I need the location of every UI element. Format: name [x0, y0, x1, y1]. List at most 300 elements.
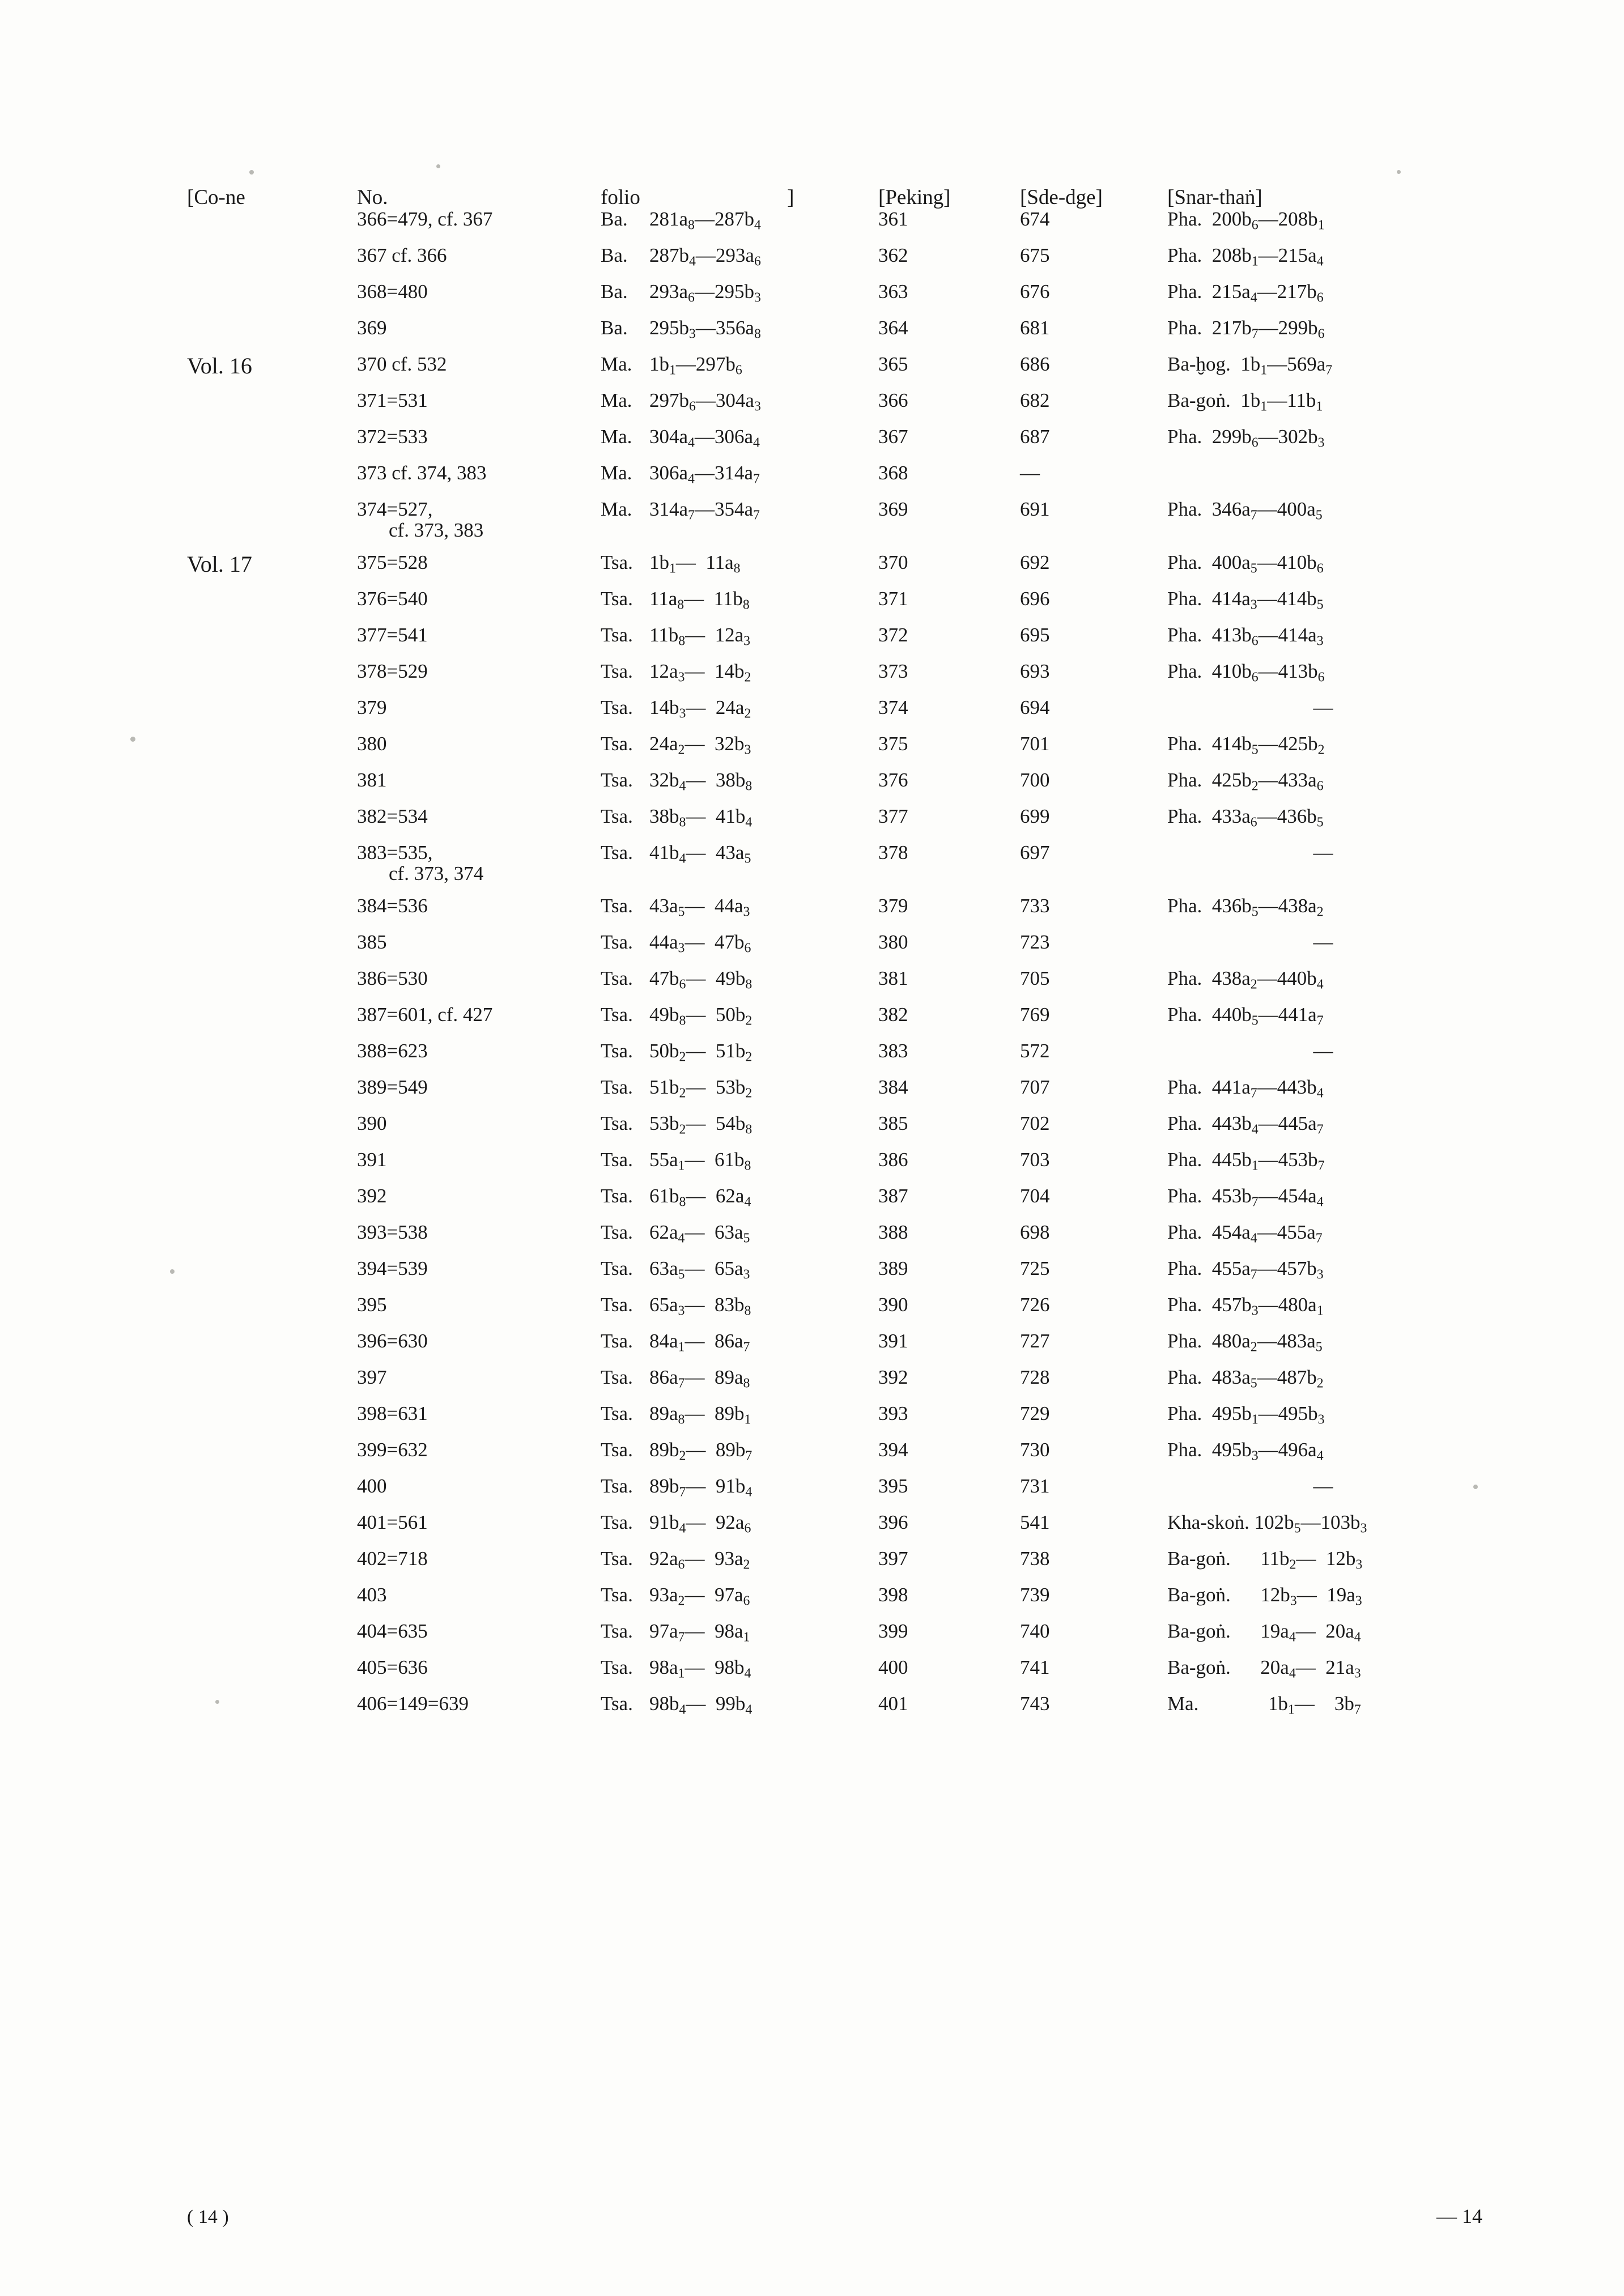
row-sde-dge: 682 [1020, 389, 1050, 411]
table-row [187, 427, 1479, 463]
row-folio-abbr: Tsa. [601, 894, 633, 917]
row-sde-dge: — [1020, 461, 1040, 484]
row-volume [187, 1258, 357, 1295]
row-no: 398=631 [357, 1402, 428, 1425]
row-folio-range: $93a_2—$ $97a_6$ [649, 1583, 750, 1609]
row-sde-dge: 691 [1020, 498, 1050, 520]
row-folio-range: $297b_6—304a_3$ [649, 389, 761, 414]
row-snar-than: — [1313, 841, 1333, 864]
row-folio [601, 1367, 878, 1404]
row-no: 390 [357, 1112, 387, 1134]
row-sde-dge: 676 [1020, 280, 1050, 303]
table-row [187, 354, 1479, 390]
row-snar-than [1167, 463, 1479, 499]
row-folio-abbr: Tsa. [601, 1656, 633, 1678]
row-no: 385 [357, 930, 387, 953]
row-sde-dge: 674 [1020, 207, 1050, 230]
table-row [187, 209, 1479, 245]
row-sde-dge: 686 [1020, 352, 1050, 375]
row-volume [187, 1041, 357, 1077]
row-peking: 378 [878, 841, 908, 864]
row-folio-range: $295b_3—356a_8$ [649, 316, 761, 342]
row-folio [601, 932, 878, 968]
row-volume [187, 1331, 357, 1367]
header-folio [601, 187, 878, 209]
row-folio-abbr: Tsa. [601, 1003, 633, 1026]
row-folio-range: $281a_8—287b_4$ [649, 207, 761, 233]
row-snar-than: Ba-goṅ. $20a_4—$ $21a_3$ [1167, 1656, 1361, 1681]
row-peking: 383 [878, 1039, 908, 1062]
row-snar-than: Ba-goṅ. $19a_4—$ $20a_4$ [1167, 1619, 1361, 1645]
table-row [187, 770, 1479, 806]
row-folio-abbr: Ba. [601, 316, 628, 339]
row-folio [601, 390, 878, 427]
table-row [187, 245, 1479, 282]
row-folio-abbr: Tsa. [601, 1511, 633, 1533]
row-folio [601, 1512, 878, 1549]
table-row [187, 1512, 1479, 1549]
header-volume: [Co-ne [187, 186, 245, 209]
row-sde-dge: 541 [1020, 1511, 1050, 1533]
row-folio-range: $65a_3—$ $83b_8$ [649, 1293, 751, 1319]
row-volume [187, 1367, 357, 1404]
row-volume [187, 1440, 357, 1476]
row-snar-than: — [1313, 696, 1333, 718]
row-volume [187, 1404, 357, 1440]
row-folio-range: $89a_8—$ $89b_1$ [649, 1402, 751, 1427]
row-snar-than: — [1313, 930, 1333, 953]
row-peking: 389 [878, 1257, 908, 1279]
row-folio-abbr: Ba. [601, 207, 628, 230]
row-volume [187, 589, 357, 625]
row-no: 379 [357, 696, 387, 718]
row-peking: 399 [878, 1619, 908, 1642]
row-snar-than: Pha. $208b_1—215a_4$ [1167, 244, 1324, 269]
row-peking: 364 [878, 316, 908, 339]
row-no: 399=632 [357, 1438, 428, 1461]
row-folio [601, 1005, 878, 1041]
row-peking: 366 [878, 389, 908, 411]
row-volume [187, 734, 357, 770]
header-folio-label: folio [601, 186, 640, 209]
row-no: 387=601, cf. 427 [357, 1003, 493, 1026]
row-peking: 373 [878, 660, 908, 682]
row-folio-abbr: Tsa. [601, 805, 633, 827]
row-folio-range: $314a_7—354a_7$ [649, 498, 760, 523]
table-row [187, 1549, 1479, 1585]
footer-page-number-right: — 14 [1436, 2205, 1482, 2227]
row-no: 405=636 [357, 1656, 428, 1678]
row-peking: 367 [878, 425, 908, 448]
row-no: 366=479, cf. 367 [357, 207, 493, 230]
row-snar-than: Pha. $299b_6—302b_3$ [1167, 425, 1325, 450]
row-folio [601, 1041, 878, 1077]
row-folio-range: $44a_3—$ $47b_6$ [649, 930, 751, 956]
row-sde-dge: 694 [1020, 696, 1050, 718]
row-folio-range: $97a_7—$ $98a_1$ [649, 1619, 750, 1645]
row-peking: 376 [878, 768, 908, 791]
header-sde-dge: [Sde-dge] [1020, 186, 1103, 209]
row-no: 373 cf. 374, 383 [357, 461, 487, 484]
row-no: 369 [357, 316, 387, 339]
row-sde-dge: 696 [1020, 587, 1050, 610]
row-snar-than: Pha. $457b_3—480a_1$ [1167, 1293, 1324, 1319]
catalogue-table-wrapper [187, 187, 1479, 1730]
row-folio [601, 1150, 878, 1186]
row-folio-range: $86a_7—$ $89a_8$ [649, 1366, 750, 1391]
row-no: 374=527, cf. 373, 383 [357, 498, 484, 541]
row-no: 401=561 [357, 1511, 428, 1533]
row-folio-range: $24a_2—$ $32b_3$ [649, 732, 751, 758]
row-sde-dge: 705 [1020, 967, 1050, 989]
row-folio [601, 552, 878, 589]
row-volume [187, 427, 357, 463]
table-row [187, 1005, 1479, 1041]
row-volume [187, 698, 357, 734]
row-folio [601, 463, 878, 499]
row-peking: 388 [878, 1221, 908, 1243]
row-folio-abbr: Tsa. [601, 967, 633, 989]
row-peking: 370 [878, 551, 908, 573]
row-sde-dge: 738 [1020, 1547, 1050, 1570]
table-body [187, 209, 1479, 1730]
row-snar-than: Pha. $443b_4—445a_7$ [1167, 1112, 1324, 1137]
table-row [187, 318, 1479, 354]
table-row [187, 1476, 1479, 1512]
row-folio-abbr: Tsa. [601, 841, 633, 864]
row-snar-than: — [1313, 1039, 1333, 1062]
row-folio-range: $63a_5—$ $65a_3$ [649, 1257, 750, 1282]
row-volume [187, 463, 357, 499]
row-folio-range: $50b_2—$ $51b_2$ [649, 1039, 753, 1065]
row-folio-range: $287b_4—293a_6$ [649, 244, 761, 269]
table-row [187, 1041, 1479, 1077]
row-folio-abbr: Tsa. [601, 1692, 633, 1715]
row-sde-dge: 703 [1020, 1148, 1050, 1171]
row-volume [187, 968, 357, 1005]
row-peking: 361 [878, 207, 908, 230]
row-folio-abbr: Ma. [601, 352, 632, 375]
row-folio-abbr: Tsa. [601, 732, 633, 755]
row-snar-than: Pha. $441a_7—443b_4$ [1167, 1075, 1324, 1101]
row-folio-range: $91b_4—$ $92a_6$ [649, 1511, 751, 1536]
row-peking: 396 [878, 1511, 908, 1533]
row-peking: 377 [878, 805, 908, 827]
row-no: 371=531 [357, 389, 428, 411]
row-folio-abbr: Tsa. [601, 1366, 633, 1388]
row-volume [187, 932, 357, 968]
table-row [187, 1150, 1479, 1186]
row-snar-than: Pha. $413b_6—414a_3$ [1167, 623, 1324, 649]
table-row [187, 806, 1479, 843]
row-sde-dge: 730 [1020, 1438, 1050, 1461]
row-sde-dge: 572 [1020, 1039, 1050, 1062]
row-folio-abbr: Tsa. [601, 1112, 633, 1134]
row-folio-range: $89b_7—$ $91b_4$ [649, 1474, 753, 1500]
row-peking: 384 [878, 1075, 908, 1098]
row-sde-dge: 687 [1020, 425, 1050, 448]
row-sde-dge: 739 [1020, 1583, 1050, 1606]
row-peking: 393 [878, 1402, 908, 1425]
table-row [187, 1694, 1479, 1730]
row-volume [187, 1585, 357, 1621]
row-volume [187, 1512, 357, 1549]
row-folio-range: $38b_8—$ $41b_4$ [649, 805, 753, 830]
row-folio-abbr: Tsa. [601, 768, 633, 791]
row-folio [601, 209, 878, 245]
row-snar-than: Pha. $436b_5—438a_2$ [1167, 894, 1324, 920]
row-folio-abbr: Tsa. [601, 696, 633, 718]
row-folio [601, 1694, 878, 1730]
row-folio [601, 1186, 878, 1222]
scan-speck [249, 170, 254, 175]
table-row [187, 698, 1479, 734]
header-snar-than: [Snar-thaṅ] [1167, 186, 1262, 209]
table-row [187, 661, 1479, 698]
row-volume [187, 1077, 357, 1113]
row-sde-dge: 700 [1020, 768, 1050, 791]
row-folio [601, 318, 878, 354]
row-folio [601, 354, 878, 390]
row-no: 388=623 [357, 1039, 428, 1062]
row-folio-abbr: Ma. [601, 461, 632, 484]
row-no: 382=534 [357, 805, 428, 827]
row-snar-than: Pha. $414b_5—425b_2$ [1167, 732, 1325, 758]
row-snar-than: Pha. $495b_3—496a_4$ [1167, 1438, 1324, 1464]
row-folio [601, 843, 878, 896]
header-folio-bracket: ] [787, 186, 794, 209]
table-row [187, 843, 1479, 896]
row-peking: 390 [878, 1293, 908, 1316]
row-folio [601, 245, 878, 282]
row-folio-range: $49b_8—$ $50b_2$ [649, 1003, 753, 1028]
row-folio-abbr: Ba. [601, 244, 628, 266]
row-volume [187, 282, 357, 318]
table-row [187, 1404, 1479, 1440]
row-volume [187, 1694, 357, 1730]
row-folio [601, 625, 878, 661]
row-folio [601, 1331, 878, 1367]
row-folio [601, 1113, 878, 1150]
row-folio-abbr: Tsa. [601, 1257, 633, 1279]
row-no: 393=538 [357, 1221, 428, 1243]
row-peking: 401 [878, 1692, 908, 1715]
row-sde-dge: 698 [1020, 1221, 1050, 1243]
row-no: 381 [357, 768, 387, 791]
row-no: 389=549 [357, 1075, 428, 1098]
table-row [187, 1367, 1479, 1404]
row-no: 376=540 [357, 587, 428, 610]
row-peking: 385 [878, 1112, 908, 1134]
row-snar-than: Ba-goṅ. $11b_2—$ $12b_3$ [1167, 1547, 1363, 1572]
row-snar-than: Pha. $425b_2—433a_6$ [1167, 768, 1324, 794]
row-sde-dge: 725 [1020, 1257, 1050, 1279]
row-folio [601, 770, 878, 806]
row-folio-range: $11b_8—$ $12a_3$ [649, 623, 751, 649]
row-folio [601, 896, 878, 932]
row-no: 378=529 [357, 660, 428, 682]
row-snar-than: Ma. $1b_1—$ $3b_7$ [1167, 1692, 1361, 1717]
row-folio-abbr: Tsa. [601, 1184, 633, 1207]
table-row [187, 463, 1479, 499]
row-folio [601, 1295, 878, 1331]
row-no: 404=635 [357, 1619, 428, 1642]
row-peking: 379 [878, 894, 908, 917]
row-folio [601, 499, 878, 552]
row-volume [187, 661, 357, 698]
row-snar-than: Pha. $414a_3—414b_5$ [1167, 587, 1324, 613]
row-sde-dge: 731 [1020, 1474, 1050, 1497]
row-snar-than: Pha. $445b_1—453b_7$ [1167, 1148, 1325, 1173]
row-folio [601, 1222, 878, 1258]
row-volume [187, 1113, 357, 1150]
row-sde-dge: 726 [1020, 1293, 1050, 1316]
header-no: No. [357, 186, 388, 209]
row-peking: 369 [878, 498, 908, 520]
row-folio-abbr: Tsa. [601, 1619, 633, 1642]
row-folio-abbr: Tsa. [601, 623, 633, 646]
row-volume [187, 896, 357, 932]
row-no: 375=528 [357, 551, 428, 573]
row-sde-dge: 723 [1020, 930, 1050, 953]
row-peking: 380 [878, 930, 908, 953]
row-folio [601, 1585, 878, 1621]
row-no: 395 [357, 1293, 387, 1316]
row-snar-than: Pha. $480a_2—483a_5$ [1167, 1329, 1323, 1355]
row-snar-than: Pha. $410b_6—413b_6$ [1167, 660, 1325, 685]
row-folio-range: $84a_1—$ $86a_7$ [649, 1329, 750, 1355]
row-snar-than: Pha. $438a_2—440b_4$ [1167, 967, 1324, 992]
row-volume [187, 1222, 357, 1258]
row-no: 394=539 [357, 1257, 428, 1279]
row-snar-than: Pha. $495b_1—495b_3$ [1167, 1402, 1325, 1427]
row-volume [187, 1476, 357, 1512]
row-folio [601, 1440, 878, 1476]
row-volume [187, 1005, 357, 1041]
row-no: 400 [357, 1474, 387, 1497]
row-folio-range: $55a_1—$ $61b_8$ [649, 1148, 751, 1173]
table-row [187, 1077, 1479, 1113]
row-no: 368=480 [357, 280, 428, 303]
row-folio [601, 282, 878, 318]
row-volume [187, 806, 357, 843]
row-snar-than: Ba-ḫog. $1b_1—569a_7$ [1167, 352, 1333, 378]
row-folio [601, 1621, 878, 1657]
row-folio-abbr: Tsa. [601, 1039, 633, 1062]
row-snar-than: Pha. $215a_4—217b_6$ [1167, 280, 1324, 305]
row-no: 386=530 [357, 967, 428, 989]
row-snar-than: Pha. $217b_7—299b_6$ [1167, 316, 1325, 342]
row-no: 384=536 [357, 894, 428, 917]
row-peking: 387 [878, 1184, 908, 1207]
table-header [187, 187, 1479, 209]
row-folio-range: $98b_4—$ $99b_4$ [649, 1692, 753, 1717]
row-volume [187, 1657, 357, 1694]
table-row [187, 968, 1479, 1005]
row-peking: 386 [878, 1148, 908, 1171]
row-folio-range: $306a_4—314a_7$ [649, 461, 760, 487]
row-snar-than: Ba-goṅ. $1b_1—11b_1$ [1167, 389, 1323, 414]
row-folio-range: $1b_1—$ $11a_8$ [649, 551, 741, 576]
row-peking: 398 [878, 1583, 908, 1606]
row-sde-dge: 741 [1020, 1656, 1050, 1678]
row-snar-than: — [1313, 1474, 1333, 1497]
row-folio-abbr: Tsa. [601, 1474, 633, 1497]
row-folio-range: $43a_5—$ $44a_3$ [649, 894, 750, 920]
row-volume [187, 1549, 357, 1585]
row-folio-abbr: Ba. [601, 280, 628, 303]
table-row [187, 625, 1479, 661]
row-sde-dge: 769 [1020, 1003, 1050, 1026]
row-folio [601, 1404, 878, 1440]
row-no: 370 cf. 532 [357, 352, 447, 375]
row-peking: 392 [878, 1366, 908, 1388]
row-snar-than: Pha. $455a_7—457b_3$ [1167, 1257, 1324, 1282]
row-volume [187, 209, 357, 245]
scan-speck [436, 164, 440, 168]
row-snar-than: Pha. $433a_6—436b_5$ [1167, 805, 1324, 830]
row-snar-than: Pha. $346a_7—400a_5$ [1167, 498, 1323, 523]
row-folio-range: $89b_2—$ $89b_7$ [649, 1438, 753, 1464]
table-row [187, 282, 1479, 318]
row-snar-than: Pha. $440b_5—441a_7$ [1167, 1003, 1324, 1028]
row-volume [187, 390, 357, 427]
row-no: 367 cf. 366 [357, 244, 447, 266]
row-folio-abbr: Ma. [601, 389, 632, 411]
row-snar-than: Kha-skoṅ. $102b_5—103b_3$ [1167, 1511, 1367, 1536]
row-snar-than: Pha. $200b_6—208b_1$ [1167, 207, 1325, 233]
table-row [187, 589, 1479, 625]
row-sde-dge: 693 [1020, 660, 1050, 682]
row-peking: 375 [878, 732, 908, 755]
row-snar-than: Pha. $453b_7—454a_4$ [1167, 1184, 1324, 1210]
footer-page-number-left: ( 14 ) [187, 2206, 229, 2227]
row-sde-dge: 704 [1020, 1184, 1050, 1207]
row-folio-range: $51b_2—$ $53b_2$ [649, 1075, 753, 1101]
row-folio-range: $98a_1—$ $98b_4$ [649, 1656, 751, 1681]
row-peking: 397 [878, 1547, 908, 1570]
table-row [187, 1295, 1479, 1331]
row-folio-range: $92a_6—$ $93a_2$ [649, 1547, 750, 1572]
row-folio [601, 734, 878, 770]
row-folio-range: $47b_6—$ $49b_8$ [649, 967, 753, 992]
row-volume [187, 770, 357, 806]
row-volume [187, 843, 357, 896]
row-folio-range: $14b_3—$ $24a_2$ [649, 696, 751, 721]
row-folio-abbr: Tsa. [601, 1438, 633, 1461]
row-peking: 374 [878, 696, 908, 718]
row-volume [187, 1186, 357, 1222]
row-no: 377=541 [357, 623, 428, 646]
row-sde-dge: 675 [1020, 244, 1050, 266]
table-row [187, 734, 1479, 770]
row-sde-dge: 743 [1020, 1692, 1050, 1715]
row-folio-abbr: Tsa. [601, 1329, 633, 1352]
row-sde-dge: 702 [1020, 1112, 1050, 1134]
row-folio-range: $293a_6—295b_3$ [649, 280, 761, 305]
row-folio-range: $32b_4—$ $38b_8$ [649, 768, 753, 794]
row-peking: 368 [878, 461, 908, 484]
row-folio-abbr: Tsa. [601, 1402, 633, 1425]
row-folio [601, 661, 878, 698]
scan-speck [1397, 170, 1401, 174]
row-volume [187, 1150, 357, 1186]
row-sde-dge: 727 [1020, 1329, 1050, 1352]
row-snar-than: Pha. $400a_5—410b_6$ [1167, 551, 1324, 576]
table-row [187, 390, 1479, 427]
row-folio [601, 968, 878, 1005]
row-folio-range: $53b_2—$ $54b_8$ [649, 1112, 753, 1137]
